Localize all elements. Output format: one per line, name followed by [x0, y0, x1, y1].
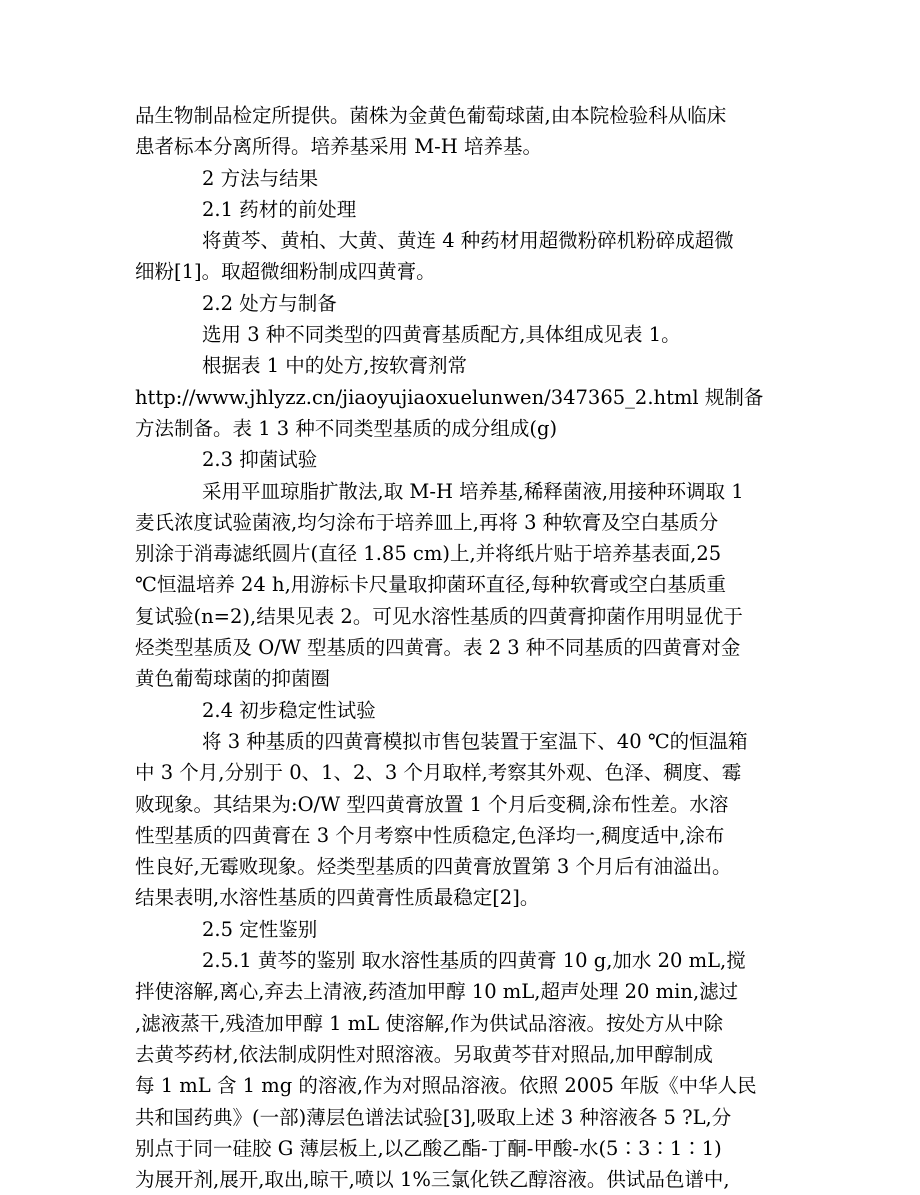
text-line: 将黄芩、黄柏、大黄、黄连 4 种药材用超微粉碎机粉碎成超微	[202, 229, 734, 253]
text-line: 根据表 1 中的处方,按软膏剂常	[202, 354, 468, 378]
text-line: 拌使溶解,离心,弃去上清液,药渣加甲醇 10 mL,超声处理 20 min,滤过	[135, 980, 739, 1004]
text-line: 2.5.1 黄芩的鉴别 取水溶性基质的四黄膏 10 g,加水 20 mL,搅	[202, 949, 746, 973]
text-line: 选用 3 种不同类型的四黄膏基质配方,具体组成见表 1。	[202, 323, 681, 347]
text-line: http://www.jhlyzz.cn/jiaoyujiaoxuelunwen/347365_2.html 规制备	[135, 385, 764, 409]
text-line: 品生物制品检定所提供。菌株为金黄色葡萄球菌,由本院检验科从临床	[135, 104, 727, 127]
text-line: 为展开剂,展开,取出,晾干,喷以 1%三氯化铁乙醇溶液。供试品色谱中,	[135, 1168, 730, 1192]
text-line: 细粉[1]。取超微细粉制成四黄膏。	[135, 260, 436, 284]
text-line: 每 1 mL 含 1 mg 的溶液,作为对照品溶液。依照 2005 年版《中华人民	[135, 1074, 757, 1098]
text-line: ℃恒温培养 24 h,用游标卡尺量取抑菌环直径,每种软膏或空白基质重	[135, 573, 726, 597]
text-line: 2 方法与结果	[202, 166, 319, 190]
text-line: 麦氏浓度试验菌液,均匀涂布于培养皿上,再将 3 种软膏及空白基质分	[135, 510, 719, 534]
text-line: 2.5 定性鉴别	[202, 917, 318, 941]
text-line: 性良好,无霉败现象。烃类型基质的四黄膏放置第 3 个月后有油溢出。	[135, 855, 732, 879]
text-line: 共和国药典》(一部)薄层色谱法试验[3],吸取上述 3 种溶液各 5 ?L,分	[135, 1105, 732, 1129]
text-line: 别涂于消毒滤纸圆片(直径 1.85 cm)上,并将纸片贴于培养基表面,25	[135, 542, 722, 566]
text-line: 中 3 个月,分别于 0、1、2、3 个月取样,考察其外观、色泽、稠度、霉	[135, 761, 742, 785]
text-line: 方法制备。表 1 3 种不同类型基质的成分组成(g)	[135, 416, 558, 440]
text-line: 复试验(n=2),结果见表 2。可见水溶性基质的四黄膏抑菌作用明显优于	[135, 604, 743, 628]
text-line: 患者标本分离所得。培养基采用 M-H 培养基。	[135, 135, 542, 159]
text-line: ,滤液蒸干,残渣加甲醇 1 mL 使溶解,作为供试品溶液。按处方从中除	[135, 1011, 724, 1035]
text-line: 2.2 处方与制备	[202, 291, 337, 315]
text-line: 2.3 抑菌试验	[202, 448, 318, 472]
text-line: 黄色葡萄球菌的抑菌圈	[135, 667, 331, 691]
text-line: 败现象。其结果为:O/W 型四黄膏放置 1 个月后变稠,涂布性差。水溶	[135, 792, 729, 816]
text-line: 采用平皿琼脂扩散法,取 M-H 培养基,稀释菌液,用接种环调取 1	[202, 479, 744, 503]
text-line: 将 3 种基质的四黄膏模拟市售包装置于室温下、40 ℃的恒温箱	[202, 729, 748, 753]
text-line: 去黄芩药材,依法制成阴性对照溶液。另取黄芩苷对照品,加甲醇制成	[135, 1042, 713, 1066]
text-line: 2.1 药材的前处理	[202, 197, 357, 221]
text-line: 结果表明,水溶性基质的四黄膏性质最稳定[2]。	[135, 886, 540, 910]
text-line: 别点于同一硅胶 G 薄层板上,以乙酸乙酯-丁酮-甲酸-水(5∶3∶1∶1)	[135, 1136, 722, 1160]
text-line: 性型基质的四黄膏在 3 个月考察中性质稳定,色泽均一,稠度适中,涂布	[135, 823, 725, 847]
text-line: 烃类型基质及 O/W 型基质的四黄膏。表 2 3 种不同基质的四黄膏对金	[135, 636, 741, 660]
document-body	[135, 100, 785, 1195]
text-line: 2.4 初步稳定性试验	[202, 698, 376, 722]
